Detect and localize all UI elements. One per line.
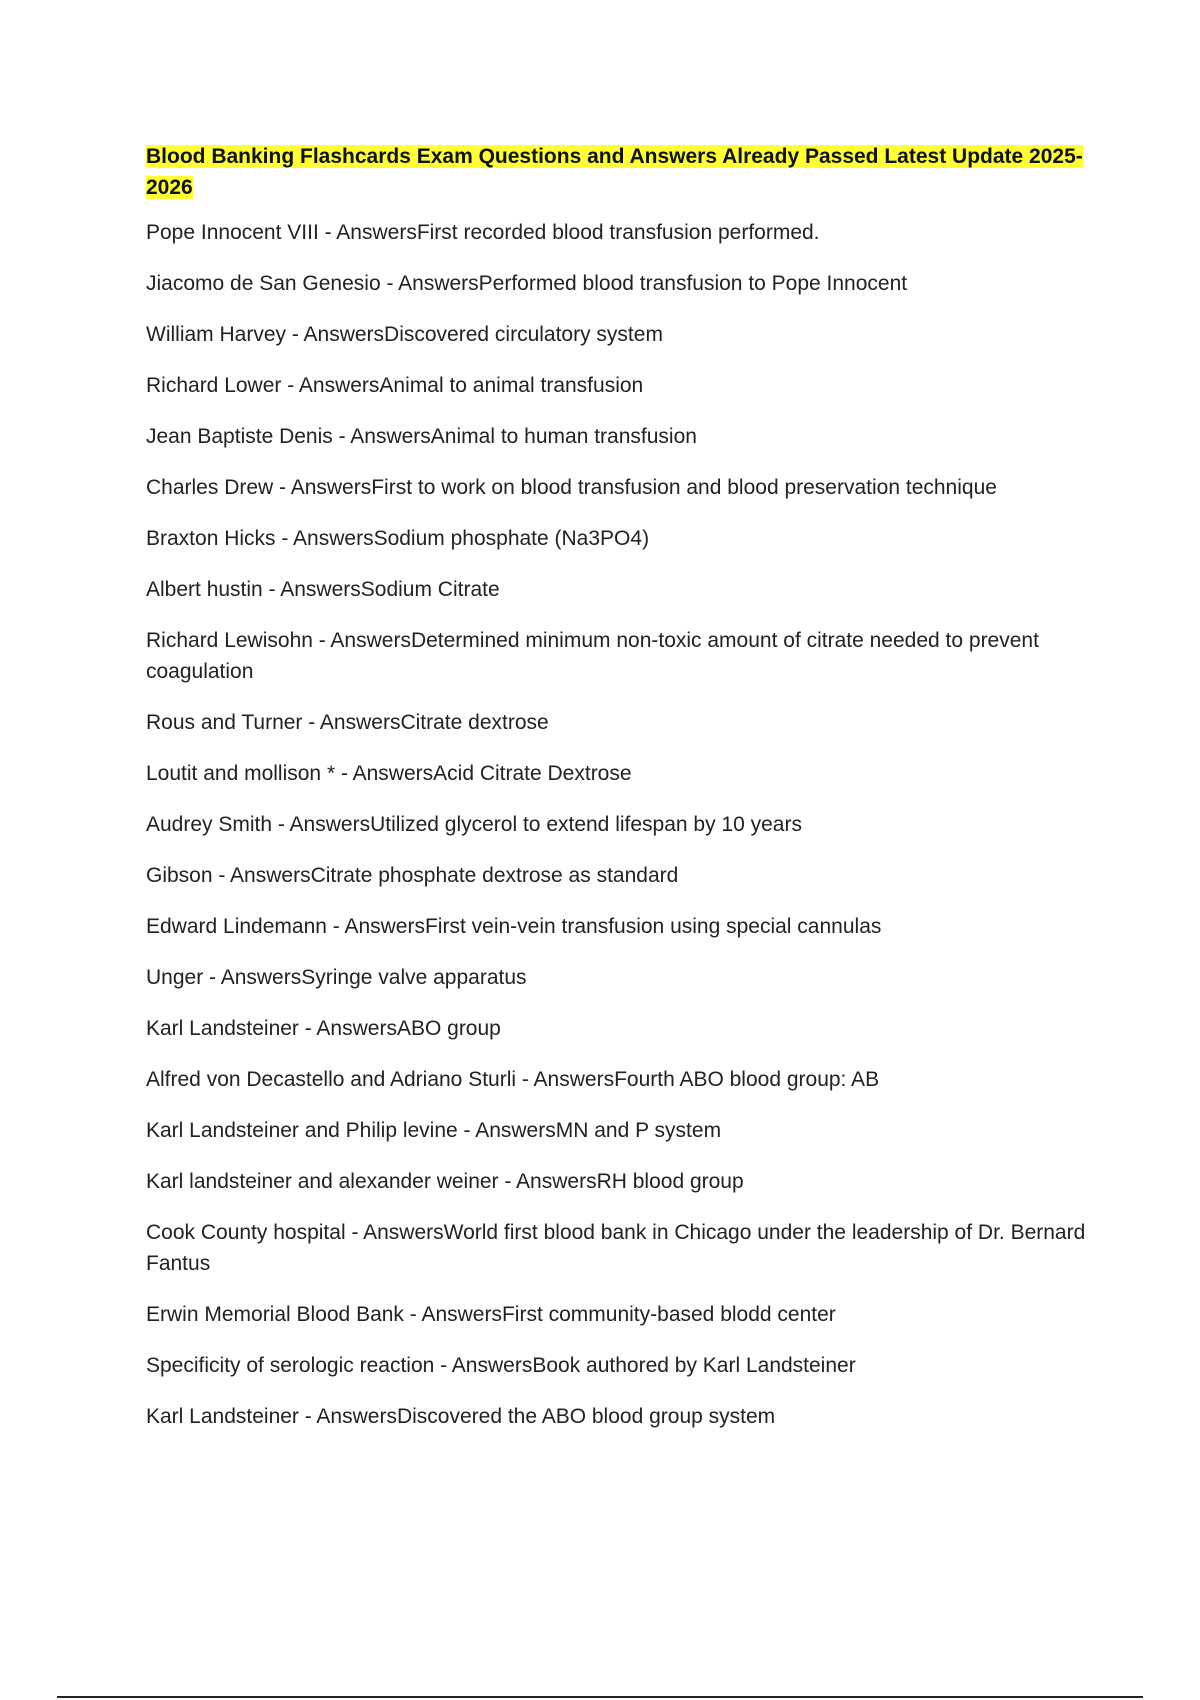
flashcard-entry: Rous and Turner - AnswersCitrate dextrose: [146, 711, 549, 734]
footer-divider: [57, 1696, 1143, 1698]
flashcard-entry: Karl Landsteiner - AnswersABO group: [146, 1017, 501, 1040]
flashcard-entry: Jean Baptiste Denis - AnswersAnimal to human transfusion: [146, 425, 697, 448]
flashcard-entry: Erwin Memorial Blood Bank - AnswersFirst community-based blodd center: [146, 1303, 836, 1326]
flashcard-entry: Richard Lower - AnswersAnimal to animal transfusion: [146, 374, 644, 397]
flashcard-entry: Charles Drew - AnswersFirst to work on blood transfusion and blood preservation technique: [146, 476, 997, 499]
flashcard-entry: Albert hustin - AnswersSodium Citrate: [146, 578, 500, 601]
flashcard-entry: Gibson - AnswersCitrate phosphate dextrose as standard: [146, 864, 679, 887]
flashcard-entry: Braxton Hicks - AnswersSodium phosphate (Na3PO4): [146, 527, 650, 550]
flashcard-entry: Unger - AnswersSyringe valve apparatus: [146, 966, 527, 989]
document-title-highlight: Blood Banking Flashcards Exam Questions and Answers Already Passed Latest Update 2025-2026: [146, 145, 1083, 199]
flashcard-entry: Karl Landsteiner - AnswersDiscovered the ABO blood group system: [146, 1405, 776, 1428]
flashcard-entry: Richard Lewisohn - AnswersDetermined minimum non-toxic amount of citrate needed to prevent coagulation: [146, 629, 1039, 683]
document-title: [146, 141, 1086, 203]
flashcard-entry: Alfred von Decastello and Adriano Sturli - AnswersFourth ABO blood group: AB: [146, 1068, 880, 1091]
flashcard-entry: Edward Lindemann - AnswersFirst vein-vein transfusion using special cannulas: [146, 915, 882, 938]
flashcard-entry: Cook County hospital - AnswersWorld first blood bank in Chicago under the leadership of Dr. Bernard Fantus: [146, 1221, 1086, 1275]
flashcard-entry: Karl Landsteiner and Philip levine - AnswersMN and P system: [146, 1119, 722, 1142]
flashcard-entry: Pope Innocent VIII - AnswersFirst recorded blood transfusion performed.: [146, 221, 820, 244]
flashcard-entry: Audrey Smith - AnswersUtilized glycerol to extend lifespan by 10 years: [146, 813, 802, 836]
flashcard-entry: Loutit and mollison * - AnswersAcid Citrate Dextrose: [146, 762, 632, 785]
document-content: [146, 141, 1086, 1452]
flashcard-entry: Jiacomo de San Genesio - AnswersPerformed blood transfusion to Pope Innocent: [146, 272, 908, 295]
flashcard-entry: Specificity of serologic reaction - AnswersBook authored by Karl Landsteiner: [146, 1354, 856, 1377]
flashcard-entry: Karl landsteiner and alexander weiner - AnswersRH blood group: [146, 1170, 744, 1193]
flashcard-list: [146, 217, 1086, 1432]
flashcard-entry: William Harvey - AnswersDiscovered circulatory system: [146, 323, 663, 346]
